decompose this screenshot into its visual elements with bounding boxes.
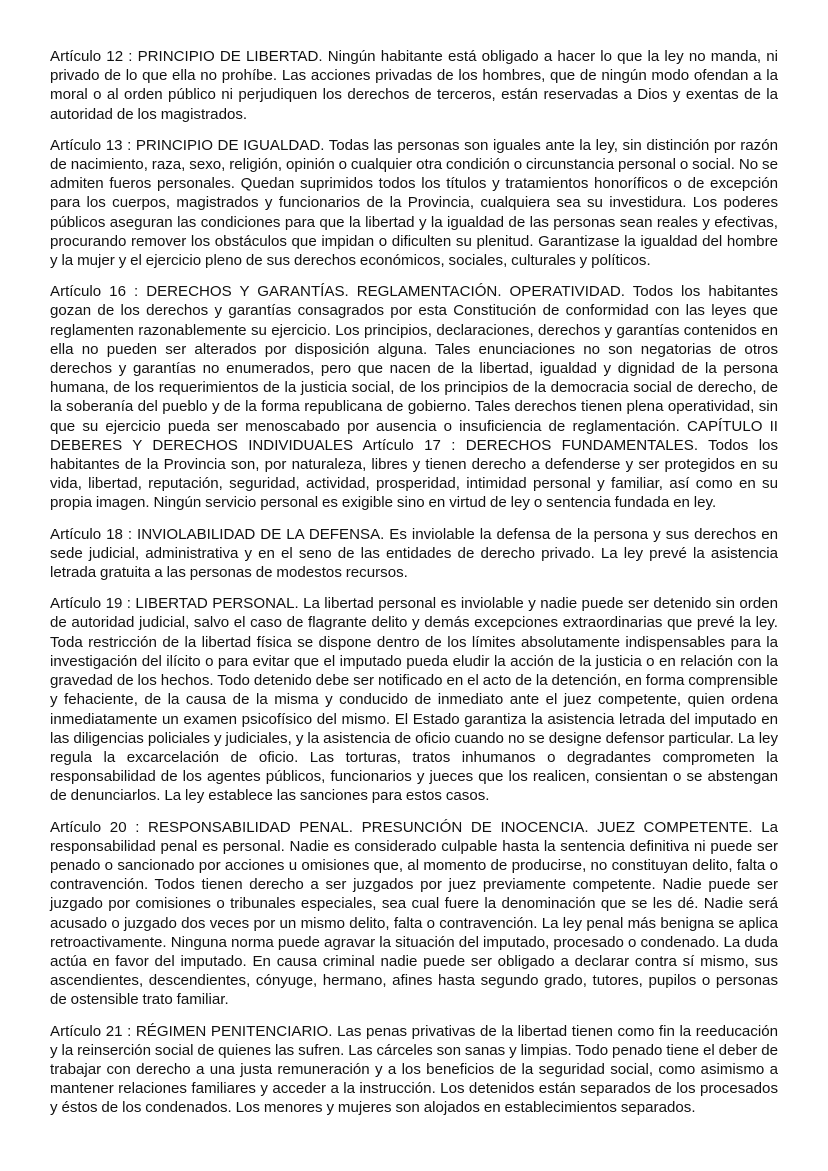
article-19: Artículo 19 : LIBERTAD PERSONAL. La libertad personal es inviolable y nadie puede ser detenido sin orden de autoridad judicial, salvo el caso de flagrante delito y demás excepciones extraordinarias que prevé la ley. Toda restricción de la libertad física se dispone dentro de los límites absolutamente indispensables para la investigación del ilícito o para evitar que el imputado pueda eludir la acción de la justicia o en relación con la gravedad de los hechos. Todo detenido debe ser notificado en el acto de la detención, en forma comprensible y fehaciente, de la causa de la misma y conducido de inmediato ante el juez competente, quien ordena inmediatamente un examen psicofísico del mismo. El Estado garantiza la asistencia letrada del imputado en las diligencias policiales y judiciales, y la asistencia de oficio cuando no se designe defensor particular. La ley regula la excarcelación de oficio. Las torturas, tratos inhumanos o degradantes comprometen la responsabilidad de los agentes públicos, funcionarios y jueces que los realicen, consientan o se abstengan de denunciarlos. La ley establece las sanciones para estos casos. xyxy=(50,595,779,805)
article-20: Artículo 20 : RESPONSABILIDAD PENAL. PRESUNCIÓN DE INOCENCIA. JUEZ COMPETENTE. La responsabilidad penal es personal. Nadie es considerado culpable hasta la sentencia definitiva ni puede ser penado o sancionado por acciones u omisiones que, al momento de producirse, no constituyan delito, falta o contravención. Todos tienen derecho a ser juzgados por juez previamente competente. Nadie puede ser juzgado por comisiones o tribunales especiales, sea cual fuere la denominación que se les dé. Nadie será acusado o juzgado dos veces por un mismo delito, falta o contravención. La ley penal más benigna se aplica retroactivamente. Ninguna norma puede agravar la situación del imputado, procesado o condenado. La duda actúa en favor del imputado. En causa criminal nadie puede ser obligado a declarar contra sí mismo, sus ascendientes, descendientes, cónyuge, hermano, afines hasta segundo grado, tutores, pupilos o personas de ostensible trato familiar. xyxy=(50,818,778,1009)
article-13: Artículo 13 : PRINCIPIO DE IGUALDAD. Todas las personas son iguales ante la ley, sin distinción por razón de nacimiento, raza, sexo, religión, opinión o cualquier otra condición o circunstancia personal o social. No se admiten fueros personales. Quedan suprimidos todos los títulos y tratamientos honoríficos o de excepción para los cuerpos, magistrados y funcionarios de la Provincia, cualquiera sea su investidura. Los poderes públicos aseguran las condiciones para que la libertad y la igualdad de las personas sean reales y efectivas, procurando remover los obstáculos que impidan o dificulten su plenitud. Garantizase la igualdad del hombre y la mujer y el ejercicio pleno de sus derechos económicos, sociales, culturales y políticos. xyxy=(50,136,778,270)
article-12: Artículo 12 : PRINCIPIO DE LIBERTAD. Ningún habitante está obligado a hacer lo que la ley no manda, ni privado de lo que ella no prohíbe. Las acciones privadas de los hombres, que de ningún modo ofendan a la moral o al orden público ni perjudiquen los derechos de terceros, están reservadas a Dios y exentas de la autoridad de los magistrados. xyxy=(50,48,778,123)
article-16-17: Artículo 16 : DERECHOS Y GARANTÍAS. REGLAMENTACIÓN. OPERATIVIDAD. Todos los habitantes gozan de los derechos y garantías consagrados por esta Constitución de conformidad con las leyes que reglamenten razonablemente su ejercicio. Los principios, declaraciones, derechos y garantías contenidos en ella no pueden ser alterados por disposición alguna. Tales enunciaciones no son negatorias de otros derechos y garantías no enumerados, pero que nacen de la libertad, igualdad y dignidad de la persona humana, de los requerimientos de la justicia social, de los principios de la democracia social de derecho, de la soberanía del pueblo y de la forma republicana de gobierno. Tales derechos tienen plena operatividad, sin que su ejercicio pueda ser menoscabado por ausencia o insuficiencia de reglamentación. CAPÍTULO II DEBERES Y DERECHOS INDIVIDUALES Artículo 17 : DERECHOS FUNDAMENTALES. Todos los habitantes de la Provincia son, por naturaleza, libres y tienen derecho a defenderse y ser protegidos en su vida, libertad, reputación, seguridad, actividad, prosperidad, intimidad personal y familiar, así como en su propia imagen. Ningún servicio personal es exigible sino en virtud de ley o sentencia fundada en ley. xyxy=(50,283,778,512)
article-21: Artículo 21 : RÉGIMEN PENITENCIARIO. Las penas privativas de la libertad tienen como fin la reeducación y la reinserción social de quienes las sufren. Las cárceles son sanas y limpias. Todo penado tiene el deber de trabajar con derecho a una justa remuneración y a los beneficios de la seguridad social, como asimismo a mantener relaciones familiares y acceder a la instrucción. Los detenidos están separados de los procesados y éstos de los condenados. Los menores y mujeres son alojados en establecimientos separados. xyxy=(50,1022,778,1117)
article-18: Artículo 18 : INVIOLABILIDAD DE LA DEFENSA. Es inviolable la defensa de la persona y sus derechos en sede judicial, administrativa y en el seno de las entidades de derecho privado. La ley prevé la asistencia letrada gratuita a las personas de modestos recursos. xyxy=(50,525,778,582)
